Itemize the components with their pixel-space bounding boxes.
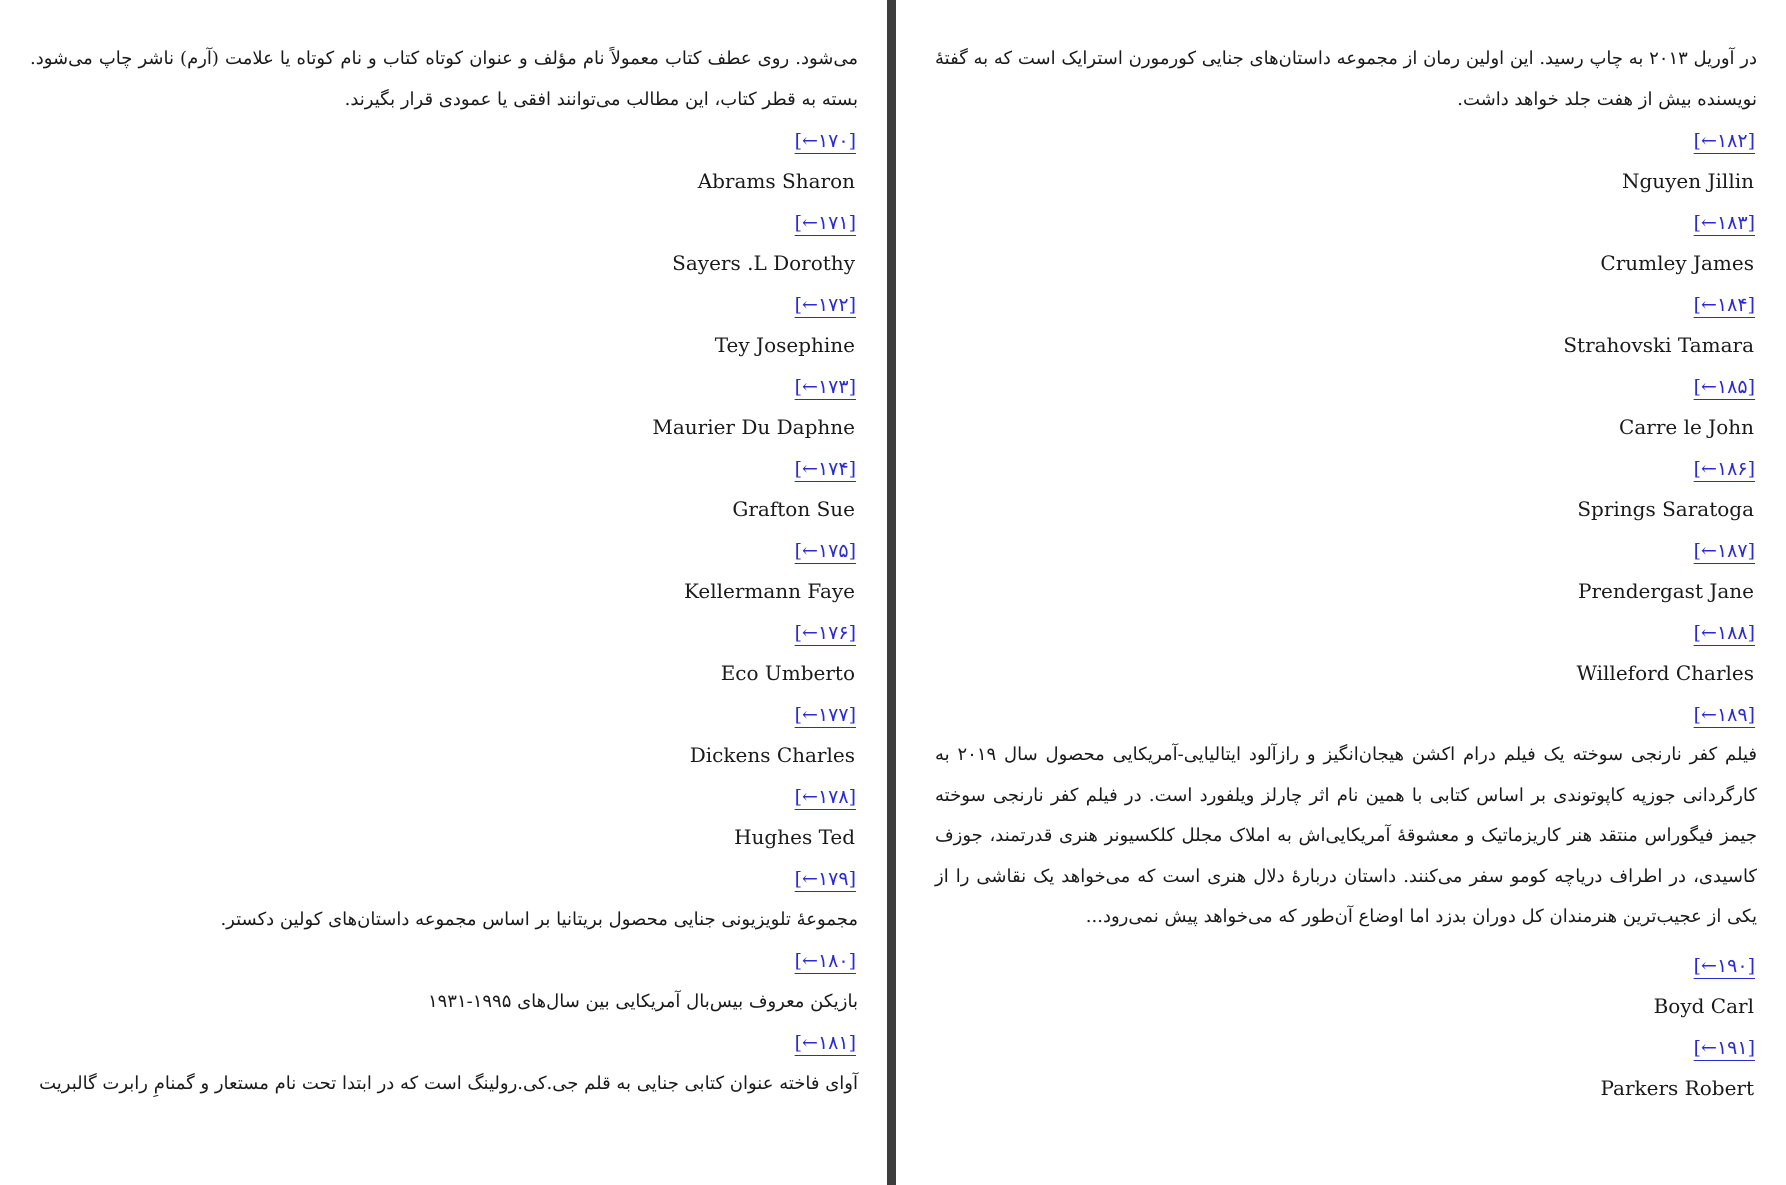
footnote-text-181: آوای فاخته عنوان کتابی جنایی به قلم جی.کی.رولینگ است که در ابتدا تحت نام مستعار و گمنامِ رابرت گالبریت <box>39 1073 858 1094</box>
footnote-text: Kellermann Faye <box>683 579 855 603</box>
footnote-backlink[interactable]: [←۱۹۱] <box>1693 1036 1755 1059</box>
footnote-backlink[interactable]: [←۱۸۹] <box>1693 704 1755 726</box>
footnote-backlink[interactable]: [←۱۷۷] <box>794 704 856 726</box>
right-intro-paragraph: در آوریل ۲۰۱۳ به چاپ رسید. این اولین رمان از مجموعه داستان‌های جنایی کورمورن استرایک است که به گفتهٔ نویسنده بیش از هفت جلد خواهد داشت. <box>935 48 1757 110</box>
footnote-ref-187 <box>935 531 1757 571</box>
footnote-text: Grafton Sue <box>732 497 855 521</box>
footnote-text: Springs Saratoga <box>1577 497 1754 521</box>
page-gutter-divider <box>887 0 896 1185</box>
footnote-ref-179 <box>30 859 858 899</box>
footnote-ref-177 <box>30 695 858 735</box>
footnote-text: Crumley James <box>1600 251 1754 275</box>
footnote-backlink[interactable]: [←۱۸۴] <box>1693 294 1755 316</box>
footnote-text: Parkers Robert <box>1600 1075 1754 1100</box>
footnote-ref-180 <box>30 941 858 981</box>
footnote-text: Abrams Sharon <box>697 169 855 193</box>
footnote-backlink[interactable]: [←۱۷۱] <box>794 212 856 234</box>
footnote-text: Maurier Du Daphne <box>652 415 855 439</box>
footnote-ref-190 <box>935 946 1757 986</box>
footnote-backlink[interactable]: [←۱۸۰] <box>794 950 856 972</box>
footnote-backlink[interactable]: [←۱۸۷] <box>1693 540 1755 562</box>
footnote-backlink[interactable]: [←۱۷۹] <box>794 868 856 890</box>
footnote-ref-189 <box>935 695 1757 735</box>
footnote-backlink[interactable]: [←۱۷۰] <box>794 130 856 152</box>
footnote-ref-175 <box>30 531 858 571</box>
footnote-backlink[interactable]: [←۱۷۸] <box>794 786 856 808</box>
footnote-backlink[interactable]: [←۱۸۳] <box>1693 212 1755 234</box>
footnote-ref-183 <box>935 203 1757 243</box>
footnote-text: Carre le John <box>1619 415 1754 439</box>
right-page <box>935 0 1757 1185</box>
footnote-text: Nguyen Jillin <box>1621 169 1754 193</box>
footnote-ref-182 <box>935 121 1757 161</box>
footnote-text-189: فیلم کفر نارنجی سوخته یک فیلم درام اکشن هیجان‌انگیز و رازآلود ایتالیایی-آمریکایی محصول سال ۲۰۱۹ به کارگردانی جوزپه کاپوتوندی بر اساس کتابی با همین نام اثر چارلز ویلفورد است. در فیلم کفر نارنجی سوخته جیمز فیگوراس منتقد هنر کاریزماتیک و معشوقهٔ آمریکایی‌اش به املاک مجلل کلکسیونر هنری قدرتمند، جوزف کاسیدی، در اطراف دریاچه کومو سفر می‌کنند. داستان دربارهٔ دلال هنری است که می‌خواهد یک نقاشی را از یکی از عجیب‌ترین هنرمندان کل دوران بدزد اما اوضاع آن‌طور که می‌خواهد پیش نمی‌رود... <box>935 744 1757 927</box>
footnote-backlink[interactable]: [←۱۷۵] <box>794 540 856 562</box>
footnote-text: Sayers .L Dorothy <box>672 251 855 275</box>
footnote-text-179: مجموعهٔ تلویزیونی جنایی محصول بریتانیا بر اساس مجموعه داستان‌های کولین دکستر. <box>220 909 858 930</box>
left-page <box>30 0 858 1185</box>
footnote-backlink[interactable]: [←۱۸۵] <box>1693 376 1755 398</box>
footnote-ref-170 <box>30 121 858 161</box>
footnote-backlink[interactable]: [←۱۸۶] <box>1693 458 1755 480</box>
footnote-text: Boyd Carl <box>1653 993 1754 1018</box>
footnote-ref-173 <box>30 367 858 407</box>
footnote-text: Willeford Charles <box>1576 661 1754 685</box>
footnote-text: Tey Josephine <box>714 333 855 357</box>
footnote-ref-171 <box>30 203 858 243</box>
footnote-ref-174 <box>30 449 858 489</box>
footnote-backlink[interactable]: [←۱۷۴] <box>794 458 856 480</box>
footnote-backlink[interactable]: [←۱۷۳] <box>794 376 856 398</box>
footnote-ref-185 <box>935 367 1757 407</box>
footnote-text: Prendergast Jane <box>1578 579 1754 603</box>
footnote-ref-191 <box>935 1028 1757 1068</box>
footnote-ref-172 <box>30 285 858 325</box>
footnote-ref-181 <box>30 1023 858 1063</box>
footnote-backlink[interactable]: [←۱۸۱] <box>794 1032 856 1054</box>
footnote-text-180: بازیکن معروف بیس‌بال آمریکایی بین سال‌های ۱۹۹۵-۱۹۳۱ <box>427 991 858 1012</box>
footnote-ref-176 <box>30 613 858 653</box>
footnote-ref-186 <box>935 449 1757 489</box>
footnote-ref-188 <box>935 613 1757 653</box>
footnote-text: Strahovski Tamara <box>1563 333 1754 357</box>
footnote-text: Eco Umberto <box>720 661 855 685</box>
footnote-backlink[interactable]: [←۱۷۲] <box>794 294 856 316</box>
footnote-ref-184 <box>935 285 1757 325</box>
footnote-backlink[interactable]: [←۱۸۲] <box>1693 130 1755 152</box>
footnote-backlink[interactable]: [←۱۹۰] <box>1693 954 1755 977</box>
footnote-text: Hughes Ted <box>734 825 855 849</box>
left-intro-paragraph: می‌شود. روی عطف کتاب معمولاً نام مؤلف و عنوان کوتاه کتاب و نام کوتاه یا علامت (آرم) ناشر چاپ می‌شود. بسته به قطر کتاب، این مطالب می‌توانند افقی یا عمودی قرار بگیرند. <box>30 48 858 110</box>
footnote-backlink[interactable]: [←۱۷۶] <box>794 622 856 644</box>
footnote-text: Dickens Charles <box>689 743 855 767</box>
footnote-ref-178 <box>30 777 858 817</box>
footnote-backlink[interactable]: [←۱۸۸] <box>1693 622 1755 644</box>
